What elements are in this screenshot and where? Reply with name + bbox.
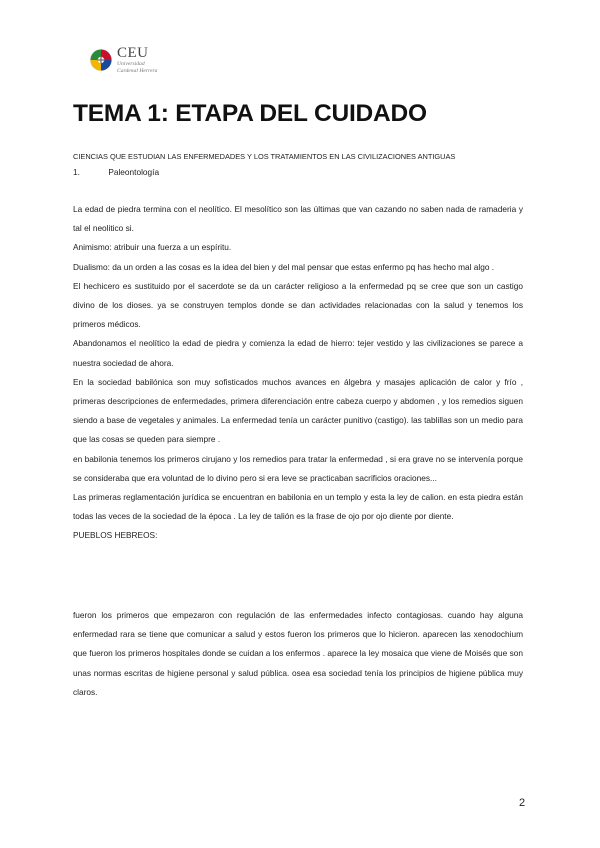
numbered-item [73, 167, 159, 177]
body-text-block-2 [73, 606, 523, 702]
document-title: TEMA 1: ETAPA DEL CUIDADO [73, 100, 427, 127]
paragraph: Dualismo: da un orden a las cosas es la idea del bien y del mal pensar que estas enfermo pq has hecho mal algo . [73, 261, 495, 272]
paragraph: Animismo: atribuir una fuerza a un espíritu. [73, 242, 232, 253]
university-seal-icon [90, 49, 112, 71]
paragraph: En la sociedad babilónica son muy sofisticados muchos avances en álgebra y masajes aplicación de calor y frío , primeras descripciones de enfermedades, primera diferenciación entre cabeza cuerpo y abdomen , y los remedios siguen siendo a base de vegetales y animales. La enfermedad tenía un carácter punitivo (castigo). las tablillas son un medio para que las cosas se queden para siempre . [73, 376, 523, 445]
section-heading: CIENCIAS QUE ESTUDIAN LAS ENFERMEDADES Y LOS TRATAMIENTOS EN LAS CIVILIZACIONES ANTIGUAS [73, 152, 456, 161]
paragraph: Abandonamos el neolítico la edad de piedra y comienza la edad de hierro: tejer vestido y las civilizaciones se parece a nuestra sociedad de ahora. [73, 338, 523, 368]
body-text-block [73, 200, 523, 546]
paragraph: fueron los primeros que empezaron con regulación de las enfermedades infecto contagiosas. cuando hay alguna enfermedad rara se tiene que comunicar a salud y estos fueron los primeros que lo hicieron. aparecen las xenodochium que fueron los primeros hospitales donde se cuidan a los enfermos . aparece la ley mosaica que viene de Moisés que son unas normas escritas de higiene personal y salud pública. osea esa sociedad tenía los principios de higiene pública muy claros. [73, 610, 523, 697]
subheading-pueblos-hebreos: PUEBLOS HEBREOS: [73, 530, 158, 541]
logo-subtitle-line1: Universidad [117, 61, 145, 67]
paragraph: El hechicero es sustituido por el sacerdote se da un carácter religioso a la enfermedad pq se cree que son un castigo divino de los dioses. ya se construyen templos donde se dan actividades relacionadas con la salud y tenemos los primeros médicos. [73, 280, 523, 330]
numbered-item-label: Paleontología [108, 167, 160, 177]
logo-subtitle-line2: Cardenal Herrera [117, 67, 158, 74]
page-number: 2 [519, 797, 526, 809]
numbered-item-number: 1. [73, 167, 80, 177]
logo-name: CEU [117, 45, 149, 61]
paragraph: La edad de piedra termina con el neolítico. El mesolítico son las últimas que van cazando no saben nada de ramaderia y tal el neolitico si. [73, 204, 523, 234]
paragraph: en babilonia tenemos los primeros cirujano y los remedios para tratar la enfermedad , si era grave no se intervenía porque se consideraba que era voluntad de lo divino pero si era leve se practicaban sacrificios oraciones... [73, 453, 523, 483]
university-logo [90, 46, 157, 74]
paragraph: Las primeras reglamentación jurídica se encuentran en babilonia en un templo y esta la ley de calion. en esta piedra están todas las veces de la sociedad de la época . La ley de talión es la frase de ojo por ojo diente por diente. [73, 492, 523, 522]
